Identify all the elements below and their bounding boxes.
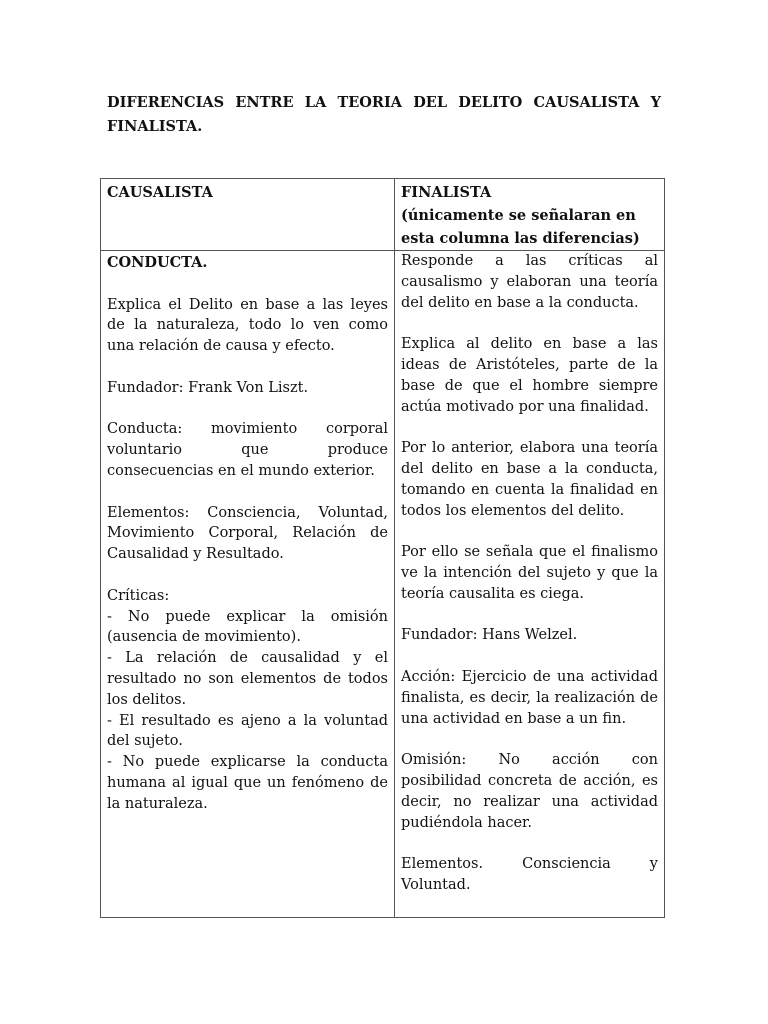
comparison-table	[100, 178, 665, 918]
finalista-omision: Omisión: No acción con posibilidad concreta de acción, es decir, no realizar una actividad pudiéndola hacer.	[401, 752, 658, 831]
header-causalista: CAUSALISTA	[107, 184, 213, 201]
header-cell-causalista	[101, 179, 395, 251]
critica-item: - El resultado es ajeno a la voluntad del sujeto.	[107, 712, 388, 750]
critica-item: - No puede explicar la omisión (ausencia de movimiento).	[107, 608, 388, 646]
criticas-heading: Críticas:	[107, 587, 170, 604]
header-finalista: FINALISTA	[401, 184, 492, 201]
finalista-elementos: Elementos. Consciencia y Voluntad.	[401, 856, 658, 893]
finalista-paragraph: Responde a las críticas al causalismo y elaboran una teoría del delito en base a la conducta.	[401, 253, 658, 311]
document-title: DIFERENCIAS ENTRE LA TEORIA DEL DELITO CAUSALISTA Y FINALISTA.	[107, 94, 661, 135]
header-cell-finalista	[395, 179, 665, 251]
causalista-cell	[101, 251, 395, 918]
causalista-founder: Fundador: Frank Von Liszt.	[107, 379, 309, 396]
causalista-conducta-definition: Conducta: movimiento corporal voluntario que produce consecuencias en el mundo exterior.	[107, 421, 388, 479]
table-header-row	[101, 179, 665, 251]
table-body-row	[101, 251, 665, 918]
finalista-cell	[395, 251, 665, 918]
finalista-paragraph: Por ello se señala que el finalismo ve la intención del sujeto y que la teoría causalita es ciega.	[401, 544, 658, 602]
finalista-accion: Acción: Ejercicio de una actividad finalista, es decir, la realización de una actividad en base a un fin.	[401, 668, 658, 727]
finalista-founder: Fundador: Hans Welzel.	[401, 627, 578, 644]
header-finalista-note: (únicamente se señalaran en esta columna las diferencias)	[401, 207, 640, 247]
causalista-paragraph: Explica el Delito en base a las leyes de la naturaleza, todo lo ven como una relación de causa y efecto.	[107, 296, 388, 355]
critica-item: - No puede explicarse la conducta humana al igual que un fenómeno de la naturaleza.	[107, 754, 388, 812]
critica-item: - La relación de causalidad y el resultado no son elementos de todos los delitos.	[107, 650, 388, 708]
finalista-paragraph: Por lo anterior, elabora una teoría del delito en base a la conducta, tomando en cuenta la finalidad en todos los elementos del delito.	[401, 440, 658, 519]
causalista-elementos: Elementos: Consciencia, Voluntad, Movimiento Corporal, Relación de Causalidad y Resultado.	[107, 504, 388, 563]
section-heading-conducta: CONDUCTA.	[107, 254, 208, 271]
finalista-paragraph: Explica al delito en base a las ideas de Aristóteles, parte de la base de que el hombre siempre actúa motivado por una finalidad.	[401, 336, 658, 415]
